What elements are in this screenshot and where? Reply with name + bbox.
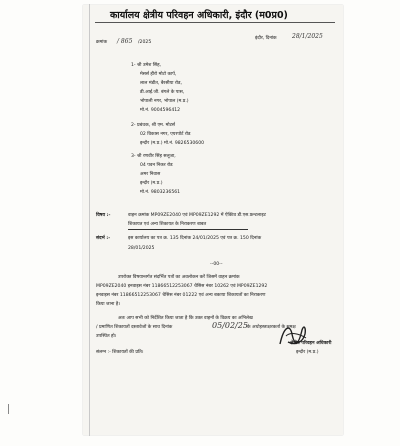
recipient-line: 02 विकास नगर, एयरपोर्ट रोड xyxy=(140,132,191,137)
scan-edge-line xyxy=(89,4,90,436)
recipient-line: लाल मंडीत, बैरसीया रोड, xyxy=(140,81,182,86)
recipient-line: डी.आई.जी. बंगले के पास, xyxy=(140,90,185,95)
recipient-line: अमर निवास xyxy=(140,172,161,177)
recipient-line: मेसर्स हीरो मोटो कार्प, xyxy=(140,72,177,77)
separator: --00-- xyxy=(210,262,223,267)
signatory-place: इन्दौर (म.प्र.) xyxy=(296,350,319,355)
recipient-line: 1- श्री उमेश सिंह, xyxy=(131,63,161,68)
ref-year: /2025 xyxy=(138,40,152,45)
recipient-line: 04 पवन निकर रोड xyxy=(140,163,173,168)
recipient-line: 3- श्री रणवीर सिंह सलूजा, xyxy=(131,154,176,159)
body-line: / प्रमाणित शिकायतों दस्तावेजों के साथ दिनांक xyxy=(96,325,173,330)
document-sheet xyxy=(83,5,343,435)
subject-label: विषय :- xyxy=(96,213,111,218)
recipient-line: इन्दौर (म.प्र.) मो.नं. 9826530600 xyxy=(140,141,205,146)
body-line: अतः आप सभी को निर्देशित किया जाता है कि उक्त वाहनों के विक्रय का अभिलेख xyxy=(118,316,253,321)
office-title: कार्यालय क्षेत्रीय परिवहन अधिकारी, इंदौर (म0प्र0) xyxy=(110,10,288,21)
date-prefix: इंदौर, दिनांक xyxy=(255,36,277,41)
recipient-line: मो.नं. 9004596412 xyxy=(140,108,181,113)
recipient-line: मो.नं. 9803236561 xyxy=(140,190,181,195)
subject-line: वाहन क्रमांक MP09ZE2040 एवं MP09ZE1292 में ऐक्टिव डी.एस.फ्रन्टलाइट xyxy=(128,213,266,218)
scan-artifact xyxy=(8,404,9,414)
date-handwritten: 28/1/2025 xyxy=(292,33,323,40)
body-line: किया जाना है। xyxy=(96,302,121,307)
body-line: उपरोक्त विषयान्तर्गत संदर्भित पत्रों का अवलोकन करें जिसमें वाहन क्रमांक xyxy=(118,275,240,280)
body-line: के अधोहस्ताक्षरकर्ता के समक्ष xyxy=(247,325,296,330)
appearance-date-handwritten: 05/02/25 xyxy=(212,321,248,330)
recipient-line: इन्दौर (म.प्र.) xyxy=(140,181,163,186)
signature-scribble xyxy=(276,320,310,352)
ref-prefix: क्रमांक xyxy=(96,40,107,45)
body-line: इनवाइस नंबर 11866512253067 चैसिस नंबर 01222 एवं अन्य बकाया शिकायतों का निराकरण xyxy=(96,293,266,298)
body-line: उपस्थित हो। xyxy=(96,334,117,339)
reference-line: इस कार्यालय का पत्र क्र. 135 दिनांक 24/01/2025 एवं पत्र क्र. 150 दिनांक xyxy=(128,236,262,241)
recipient-line: 2- प्रबंधक, श्री एम. मोटर्स xyxy=(131,123,176,128)
reference-line: 28/01/2025 xyxy=(128,246,155,251)
signatory-designation: क्षेत्रीय परिवहन अधिकारी xyxy=(290,341,332,346)
subject-underline xyxy=(128,229,248,230)
ref-number-handwritten: / 865 xyxy=(117,38,133,45)
body-line: MP09ZE2040 इनवाइस नंबर 11866512253067 चैसिस नंबर 10262 एवं MP09ZE1292 xyxy=(96,284,268,289)
header-rule xyxy=(95,22,335,23)
recipient-line: भोपाली नगर, भोपाल (म.प्र.) xyxy=(140,99,189,104)
reference-label: संदर्भ :- xyxy=(96,236,111,241)
enclosure-note: संलग्न :- शिकायतों की प्रति। xyxy=(96,350,144,355)
subject-line: शिकायत एवं अन्य शिकायत के निराकरण बाबत xyxy=(128,222,207,227)
